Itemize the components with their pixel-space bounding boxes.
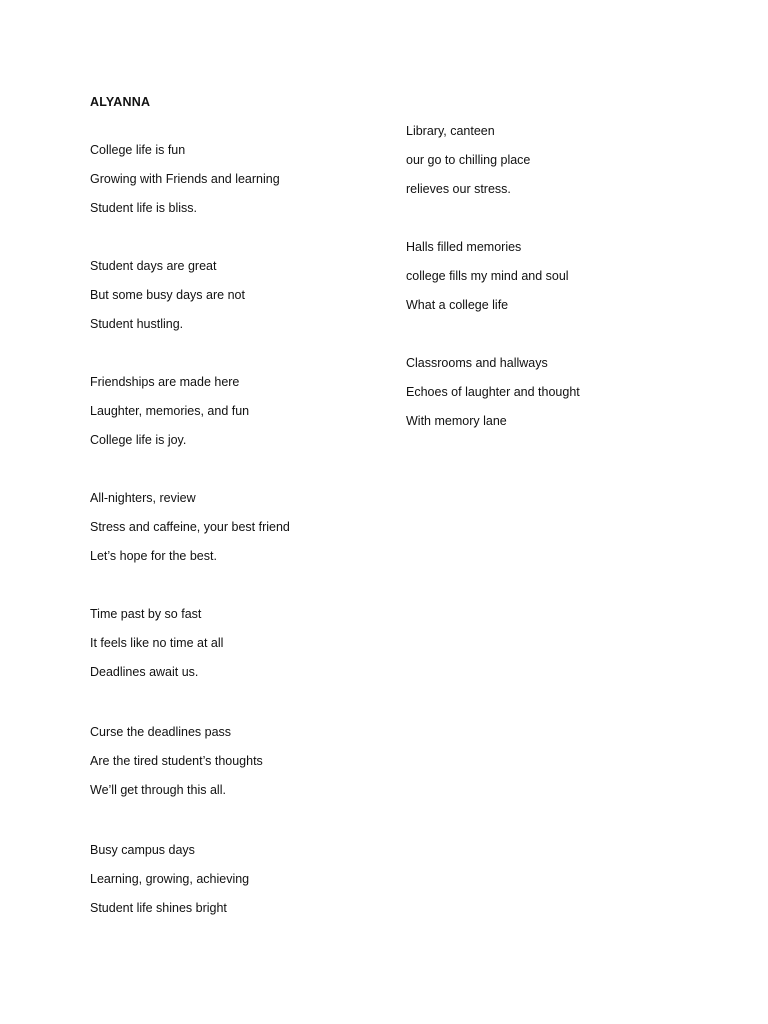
poem-line: Growing with Friends and learning bbox=[90, 172, 280, 186]
stanza bbox=[90, 723, 290, 810]
poem-line: Deadlines await us. bbox=[90, 665, 199, 679]
poem-line: It feels like no time at all bbox=[90, 636, 224, 650]
poem-line: Stress and caffeine, your best friend bbox=[90, 520, 290, 534]
poem-line: Echoes of laughter and thought bbox=[406, 385, 580, 399]
poem-line: Student days are great bbox=[90, 259, 217, 273]
stanza bbox=[90, 489, 290, 576]
poem-line: But some busy days are not bbox=[90, 288, 245, 302]
poem-line: Halls filled memories bbox=[406, 240, 522, 254]
poem-line: Let’s hope for the best. bbox=[90, 549, 217, 563]
poem-line: Student life is bliss. bbox=[90, 201, 197, 215]
right-column bbox=[406, 122, 580, 470]
poem-line: college fills my mind and soul bbox=[406, 269, 569, 283]
poem-line: Busy campus days bbox=[90, 843, 195, 857]
poem-line: We’ll get through this all. bbox=[90, 783, 226, 797]
poem-line: All-nighters, review bbox=[90, 491, 196, 505]
poem-line: Laughter, memories, and fun bbox=[90, 404, 250, 418]
poem-line: Friendships are made here bbox=[90, 375, 240, 389]
stanza bbox=[90, 141, 290, 228]
poem-line: our go to chilling place bbox=[406, 153, 531, 167]
poem-title: ALYANNA bbox=[90, 95, 151, 109]
stanza bbox=[90, 841, 290, 928]
poem-line: Learning, growing, achieving bbox=[90, 872, 250, 886]
stanza bbox=[406, 122, 580, 209]
poem-line: relieves our stress. bbox=[406, 182, 511, 196]
stanza bbox=[90, 373, 290, 460]
poem-line: With memory lane bbox=[406, 414, 507, 428]
stanza bbox=[90, 257, 290, 344]
poem-line: Curse the deadlines pass bbox=[90, 725, 232, 739]
poem-line: Student hustling. bbox=[90, 317, 184, 331]
left-column bbox=[90, 141, 290, 957]
poem-line: Are the tired student’s thoughts bbox=[90, 754, 263, 768]
poem-line: College life is fun bbox=[90, 143, 186, 157]
poem-line: Classrooms and hallways bbox=[406, 356, 548, 370]
poem-line: College life is joy. bbox=[90, 433, 187, 447]
stanza bbox=[406, 354, 580, 441]
poem-line: What a college life bbox=[406, 298, 509, 312]
poem-line: Time past by so fast bbox=[90, 607, 202, 621]
poem-line: Library, canteen bbox=[406, 124, 495, 138]
stanza bbox=[406, 238, 580, 325]
stanza bbox=[90, 605, 290, 692]
poem-line: Student life shines bright bbox=[90, 901, 227, 915]
